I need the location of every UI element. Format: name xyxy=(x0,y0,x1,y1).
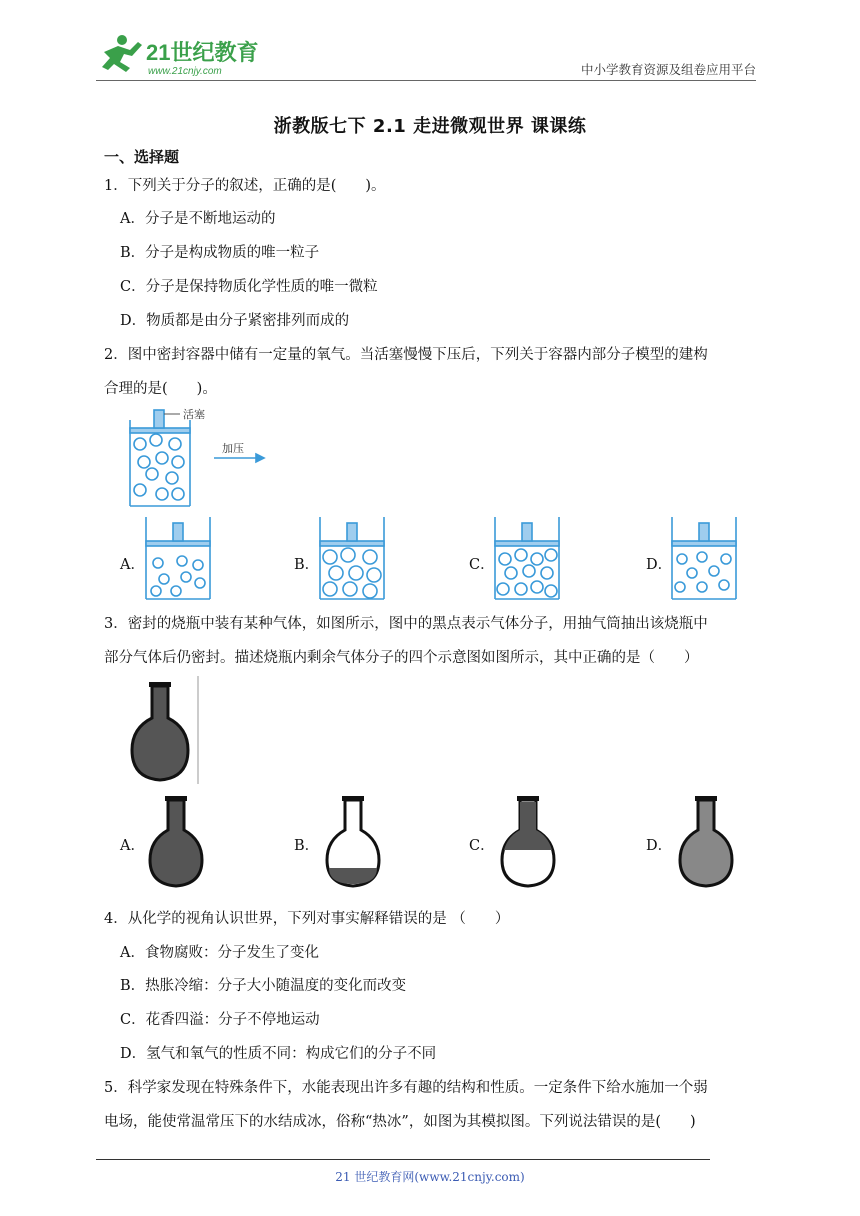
header-divider xyxy=(96,80,756,81)
q3-option-c-flask xyxy=(498,794,558,894)
q2-option-d-figure xyxy=(668,515,740,607)
q4-stem: 4．从化学的视角认识世界，下列对事实解释错误的是 （ ） xyxy=(104,911,510,927)
q4-option-b: B．热胀冷缩：分子大小随温度的变化而改变 xyxy=(120,978,407,994)
q4-option-a: A．食物腐败：分子发生了变化 xyxy=(120,945,319,961)
document-title: 浙教版七下 2.1 走进微观世界 课课练 xyxy=(273,116,587,137)
q1-option-a: A．分子是不断地运动的 xyxy=(120,211,276,227)
q4-option-c: C．花香四溢：分子不停地运动 xyxy=(120,1012,320,1028)
q2-option-a-figure xyxy=(142,515,214,607)
q1-option-d: D．物质都是由分子紧密排列而成的 xyxy=(120,313,350,329)
q1-stem: 1．下列关于分子的叙述，正确的是( )。 xyxy=(104,178,386,194)
q2-option-b-figure xyxy=(316,515,388,607)
q2-option-c-figure xyxy=(491,515,563,607)
q3-option-d-flask xyxy=(676,794,736,894)
q3-option-d-label: D． xyxy=(646,838,673,854)
piston-label: 活塞 xyxy=(183,408,205,421)
q3-stem-line1: 3．密封的烧瓶中装有某种气体，如图所示，图中的黑点表示气体分子，用抽气筒抽出该烧瓶中 xyxy=(104,616,708,632)
q3-main-flask xyxy=(128,676,202,790)
q3-option-a-flask xyxy=(146,794,206,894)
q4-option-d: D．氢气和氧气的性质不同：构成它们的分子不同 xyxy=(120,1046,437,1062)
q3-option-b-flask xyxy=(323,794,383,894)
q1-option-b: B．分子是构成物质的唯一粒子 xyxy=(120,245,320,261)
q2-option-d-label: D． xyxy=(646,557,673,573)
site-name: 中小学教育资源及组卷应用平台 xyxy=(580,62,756,77)
q5-stem-line2: 电场，能使常温常压下的水结成冰，俗称“热冰”，如图为其模拟图。下列说法错误的是( ) xyxy=(104,1114,696,1130)
q2-main-figure xyxy=(128,406,288,514)
press-label: 加压 xyxy=(222,442,244,455)
q3-option-c-label: C． xyxy=(469,838,495,854)
q1-option-c: C．分子是保持物质化学性质的唯一微粒 xyxy=(120,279,378,295)
q3-option-b-label: B． xyxy=(294,838,320,854)
logo-url: www.21cnjy.com xyxy=(148,66,222,77)
q2-option-b-label: B． xyxy=(294,557,320,573)
footer-divider xyxy=(96,1159,710,1160)
site-logo xyxy=(96,30,266,82)
q3-option-a-label: A． xyxy=(120,838,145,854)
q2-stem-line2: 合理的是( )。 xyxy=(104,381,217,397)
q2-stem-line1: 2．图中密封容器中储有一定量的氧气。当活塞慢慢下压后，下列关于容器内部分子模型的建构 xyxy=(104,347,708,363)
q3-stem-line2: 部分气体后仍密封。描述烧瓶内剩余气体分子的四个示意图如图所示，其中正确的是（ ） xyxy=(104,650,699,666)
q2-option-a-label: A． xyxy=(120,557,145,573)
section-title: 一、选择题 xyxy=(104,148,180,166)
footer-text: 21 世纪教育网(www.21cnjy.com) xyxy=(335,1170,525,1184)
logo-text: 21世纪教育 xyxy=(146,40,259,65)
q2-option-c-label: C． xyxy=(469,557,495,573)
q5-stem-line1: 5．科学家发现在特殊条件下，水能表现出许多有趣的结构和性质。一定条件下给水施加一个弱 xyxy=(104,1080,708,1096)
